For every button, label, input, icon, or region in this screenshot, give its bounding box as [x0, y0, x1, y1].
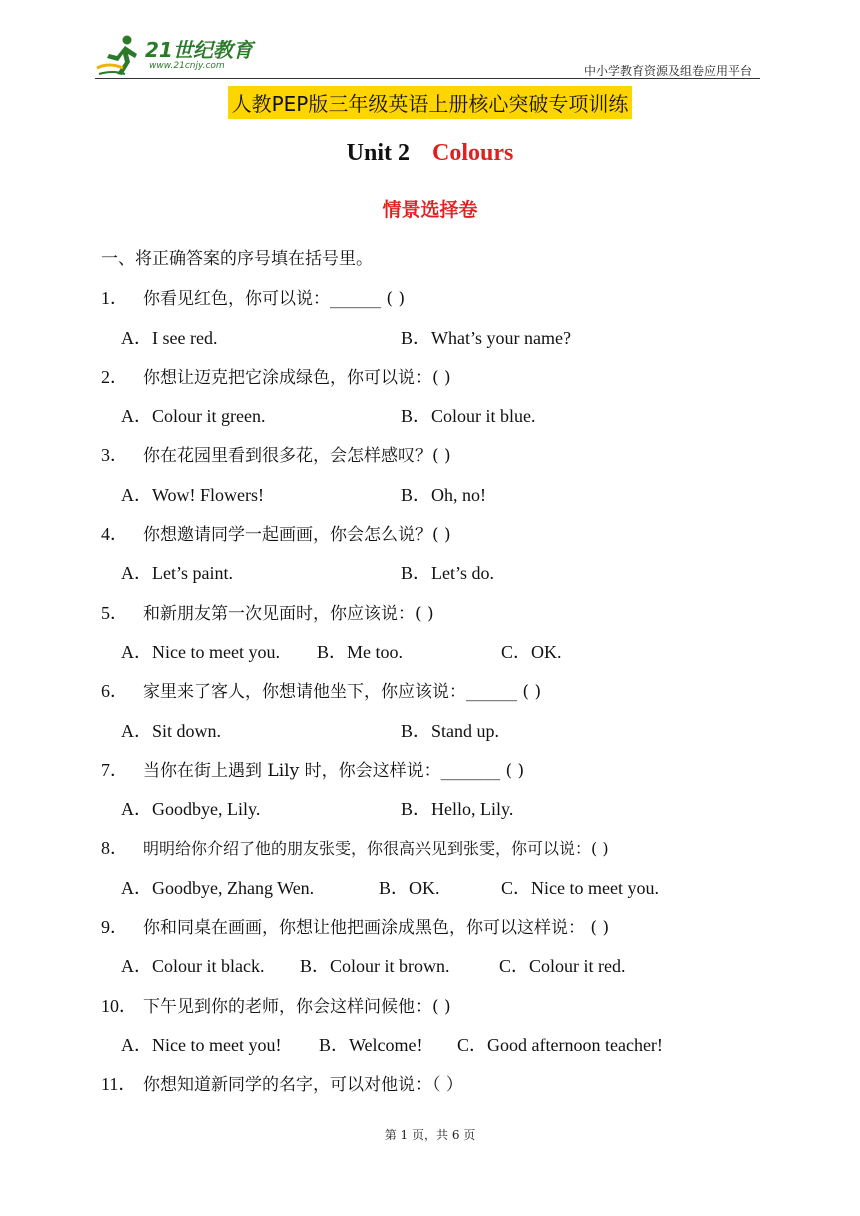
- question-options: [101, 482, 801, 521]
- option-b: B．Stand up.: [401, 720, 500, 741]
- question-stem: [101, 364, 801, 403]
- question-stem: [101, 1071, 801, 1110]
- question-stem: [101, 442, 801, 481]
- question-options: [101, 560, 801, 599]
- option-a: A．Nice to meet you.: [121, 641, 280, 662]
- question-text: 你想让迈克把它涂成绿色，你可以说：( ): [143, 367, 451, 388]
- question-text: 你在花园里看到很多花，会怎样感叹？( ): [143, 446, 451, 467]
- header-divider: [95, 78, 760, 79]
- question-stem: [101, 600, 801, 639]
- question-text: 你和同桌在画画，你想让他把画涂成黑色，你可以这样说： ( ): [143, 918, 610, 939]
- question-stem: [101, 678, 801, 717]
- question-text: 家里来了客人，你想请他坐下，你应该说：______ ( ): [143, 682, 542, 703]
- option-a: A．Colour it green.: [121, 406, 266, 427]
- question-stem: [101, 757, 801, 796]
- logo-url: www.21cnjy.com: [149, 61, 225, 71]
- question-options: [101, 875, 801, 914]
- option-a: A．Goodbye, Lily.: [121, 799, 261, 820]
- option-a: A．I see red.: [121, 327, 218, 348]
- option-a: A．Nice to meet you!: [121, 1034, 282, 1055]
- option-b: B．Oh, no!: [401, 484, 486, 505]
- option-b: B．OK.: [379, 877, 440, 898]
- option-b: B．Me too.: [317, 641, 404, 662]
- question-number: 7．: [101, 759, 128, 780]
- logo-text: 21世纪教育: [145, 38, 253, 62]
- option-b: B．Let’s do.: [401, 563, 494, 584]
- question-text: 当你在街上遇到 Lily 时，你会这样说：_______ ( ): [143, 760, 525, 781]
- question-options: [101, 953, 801, 992]
- banner-wrap: [0, 86, 860, 119]
- question-number: 4．: [101, 524, 128, 545]
- option-a: A．Sit down.: [121, 720, 222, 741]
- question-text: 和新朋友第一次见面时，你应该说：( ): [143, 603, 434, 624]
- option-a: A．Colour it black.: [121, 956, 265, 977]
- series-banner: 人教PEP版三年级英语上册核心突破专项训练: [228, 86, 633, 119]
- option-b: B．Welcome!: [319, 1034, 423, 1055]
- option-c: C．OK.: [501, 641, 562, 662]
- unit-name: Colours: [432, 140, 514, 166]
- question-number: 10．: [101, 995, 137, 1016]
- platform-label: 中小学教育资源及组卷应用平台: [583, 64, 752, 78]
- unit-label: Unit 2: [346, 140, 410, 166]
- question-number: 3．: [101, 445, 128, 466]
- question-options: [101, 718, 801, 757]
- question-number: 9．: [101, 917, 128, 938]
- section-title: 一、将正确答案的序号填在括号里。: [101, 249, 373, 269]
- question-number: 6．: [101, 681, 128, 702]
- question-list: [101, 246, 801, 1111]
- option-b: B．Colour it blue.: [401, 406, 536, 427]
- question-number: 1．: [101, 288, 128, 309]
- question-options: [101, 796, 801, 835]
- page-header: [95, 30, 760, 80]
- question-stem: [101, 285, 801, 324]
- paper-subtitle: 情景选择卷: [382, 199, 478, 221]
- question-stem: [101, 914, 801, 953]
- unit-title: [0, 140, 860, 167]
- option-b: B．Hello, Lily.: [401, 799, 514, 820]
- option-a: A．Goodbye, Zhang Wen.: [121, 877, 315, 898]
- question-number: 5．: [101, 602, 128, 623]
- question-text: 你看见红色，你可以说：______ ( ): [143, 289, 406, 310]
- question-stem: [101, 521, 801, 560]
- option-b: B．What’s your name?: [401, 327, 571, 348]
- question-stem: [101, 835, 801, 874]
- logo: [95, 34, 260, 78]
- option-c: C．Nice to meet you.: [501, 877, 659, 898]
- question-text: 你想知道新同学的名字，可以对他说：（ ）: [143, 1075, 463, 1096]
- page-footer: 第 1 页，共 6 页: [384, 1128, 476, 1142]
- question-options: [101, 403, 801, 442]
- question-number: 8．: [101, 838, 128, 859]
- runner-logo-icon: [95, 34, 143, 78]
- option-c: C．Colour it red.: [499, 956, 626, 977]
- option-a: A．Let’s paint.: [121, 563, 233, 584]
- question-options: [101, 325, 801, 364]
- question-number: 2．: [101, 366, 128, 387]
- question-number: 11．: [101, 1074, 137, 1095]
- question-stem: [101, 993, 801, 1032]
- option-a: A．Wow! Flowers!: [121, 484, 265, 505]
- question-text: 你想邀请同学一起画画，你会怎么说？( ): [143, 525, 451, 546]
- question-options: [101, 1032, 801, 1071]
- option-b: B．Colour it brown.: [300, 956, 450, 977]
- question-text: 明明给你介绍了他的朋友张雯，你很高兴见到张雯，你可以说：( ): [143, 839, 609, 859]
- option-c: C．Good afternoon teacher!: [457, 1034, 663, 1055]
- question-text: 下午见到你的老师，你会这样问候他：( ): [143, 996, 451, 1017]
- question-options: [101, 639, 801, 678]
